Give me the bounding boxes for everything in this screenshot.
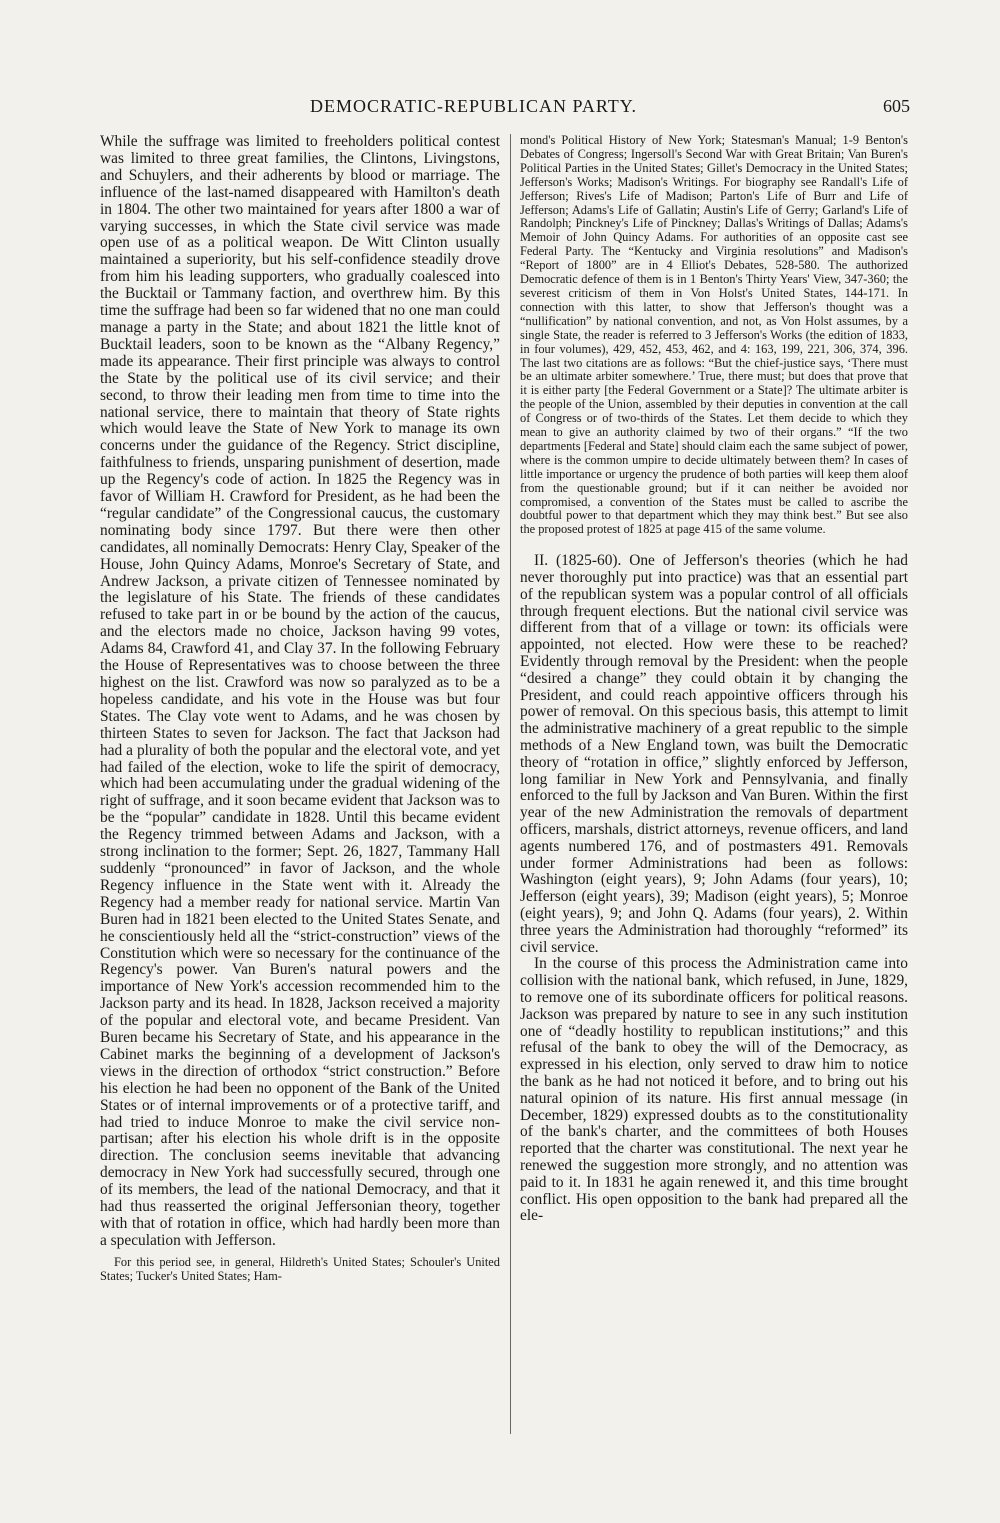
- bank-paragraph: In the course of this process the Administration came into collision with the national bank, which refused, in June, 1829, to remove one of its subordinate officers for political reasons. Jackson was prepared by nature to see in any such institution one of “deadly hostility to republican institutions;” and this refusal of the bank to obey the will of the Democracy, as expressed in his election, only served to draw him to notice the bank as he had not noticed it before, and to bring out his natural opinion of its nature. His first annual message (in December, 1829) expressed doubts as to the constitutionality of the bank's charter, and the committees of both Houses reported that the charter was constitutional. The next year he renewed the suggestion more strongly, and no attention was paid to it. In 1831 he again renewed it, and this time brought conflict. His open opposition to the bank had prepared all the ele-: [520, 955, 908, 1225]
- left-column: [100, 134, 500, 1284]
- bibliography-continued: mond's Political History of New York; Statesman's Manual; 1-9 Benton's Debates of Congress; Ingersoll's Second War with Great Britain; Van Buren's Political Parties in the United States; Gillet's Democracy in the United States; Jefferson's Works; Madison's Writings. For biography see Randall's Life of Jefferson; Rives's Life of Madison; Parton's Life of Burr and Life of Jefferson; Adams's Life of Gallatin; Austin's Life of Gerry; Garland's Life of Randolph; Pinckney's Life of Pinckney; Dallas's Writings of Dallas; Adams's Memoir of John Quincy Adams. For authorities of an opposite cast see Federal Party. The “Kentucky and Virginia resolutions” and Madison's “Report of 1800” are in 4 Elliot's Debates, 528-580. The authorized Democratic defence of them is in 1 Benton's Thirty Years' View, 347-360; the severest criticism of them in Von Holst's United States, 144-171. In connection with this latter, to show that Jefferson's thought was a “nullification” by national convention, and not, as Von Holst assumes, by a single State, the reader is referred to 3 Jefferson's Works (the edition of 1833, in four volumes), 429, 452, 453, 462, and 4: 163, 199, 221, 306, 374, 396. The last two citations are as follows: “But the chief-justice says, ‘There must be an ultimate arbiter somewhere.’ True, there must; but does that prove that it is either party [the Federal Government or a State]? The ultimate arbiter is the people of the Union, assembled by their deputies in convention at the call of Congress or of two-thirds of the States. Let them decide to which they mean to give an authority claimed by two of their organs.” “If the two departments [Federal and State] should claim each the same subject of power, where is the common umpire to decide ultimately between them? In cases of little importance or urgency the prudence of both parties will keep them aloof from the questionable ground; but if it can neither be avoided nor compromised, a convention of the States must be called to ascribe the doubtful power to that department which they may think best.” But see also the proposed protest of 1825 at page 415 of the same volume.: [520, 133, 908, 537]
- column-divider: [510, 134, 511, 1434]
- section-two-paragraph: II. (1825-60). One of Jefferson's theories (which he had never thoroughly put into practice) was that an essential part of the republican system was a popular control of all officials through frequent elections. But the national civil service was different from that of a village or town: its officials were appointed, not elected. How were these to be reached? Evidently through removal by the President: when the people “desired a change” they could obtain it by changing the President, and could reach appointive officers through his power of removal. On this specious basis, this attempt to limit the administrative machinery of a great republic to the simple methods of a New England town, was built the Democratic theory of “rotation in office,” slightly enforced by Jefferson, long familiar in New York and Pennsylvania, and finally enforced to the full by Jackson and Van Buren. Within the first year of the new Administration the removals of department officers, marshals, district attorneys, revenue officers, and land agents numbered 176, and of postmasters 491. Removals under former Administrations had been as follows: Washington (eight years), 9; John Adams (four years), 10; Jefferson (eight years), 39; Madison (eight years), 5; Monroe (eight years), 9; and John Q. Adams (four years), 2. Within three years the Administration had thoroughly “reformed” its civil service.: [520, 552, 908, 956]
- running-title: DEMOCRATIC-REPUBLICAN PARTY.: [310, 96, 637, 116]
- main-text-paragraph: While the suffrage was limited to freeholders political contest was limited to three great families, the Clintons, Livingstons, and Schuylers, and their adherents by blood or marriage. The influence of the last-named disappeared with Hamilton's death in 1804. The other two maintained for years after 1800 a war of varying successes, in which the State civil service was made open use of as a political weapon. De Witt Clinton usually maintained a superiority, but his self-confidence steadily drove from him his leading supporters, who gradually coalesced into the Bucktail or Tammany faction, and overthrew him. By this time the suffrage had been so far widened that no one man could manage a party in the State; and about 1821 the little knot of Bucktail leaders, soon to be known as the “Albany Regency,” made its appearance. Their first principle was always to control the State by the political use of its civil service; and their second, to throw their leading men from time to time into the national service, there to maintain that theory of State rights which would leave the State of New York to manage its own concerns under the guidance of the Regency. Strict discipline, faithfulness to friends, unsparing punishment of desertion, made up the Regency's code of action. In 1825 the Regency was in favor of William H. Crawford for President, as he had been the “regular candidate” of the Congressional caucus, the customary nominating body since 1797. But there were then other candidates, all nominally Democrats: Henry Clay, Speaker of the House, John Quincy Adams, Monroe's Secretary of State, and Andrew Jackson, a private citizen of Tennessee nominated by the legislature of his State. The friends of these candidates refused to take part in or be bound by the action of the caucus, and the electors made no choice, Jackson having 99 votes, Adams 84, Crawford 41, and Clay 37. In the following February the House of Representatives was to choose between the three highest on the list. Crawford was now so paralyzed as to be a hopeless candidate, and his vote in the House was but four States. The Clay vote went to Adams, and he was chosen by thirteen States to seven for Jackson. The fact that Jackson had had a plurality of both the popular and the electoral vote, and yet had failed of the election, woke to life the spirit of democracy, which had been accumulating under the gradual widening of the right of suffrage, and it soon became evident that Jackson was to be the “popular” candidate in 1828. Until this became evident the Regency trimmed between Adams and Jackson, with a strong inclination to the former; Sept. 26, 1827, Tammany Hall suddenly “pronounced” in favor of Jackson, and the whole Regency influence in the State went with it. Already the Regency had a member ready for national service. Martin Van Buren had in 1821 been elected to the United States Senate, and he conscientiously held all the “strict-construction” views of the Constitution which were so necessary for the continuance of the Regency's power. Van Buren's natural powers and the importance of New York's accession recommended him to the Jackson party and its head. In 1828, Jackson received a majority of the popular and electoral vote, and became President. Van Buren became his Secretary of State, and his appearance in the Cabinet marks the beginning of a development of Jackson's views in the direction of orthodox “strict construction.” Before his election he had been no opponent of the Bank of the United States or of internal improvements or of a protective tariff, and had tried to induce Monroe to make the civil service non-partisan; after his election his whole drift is in the opposite direction. The conclusion seems inevitable that advancing democracy in New York had successfully secured, through one of its members, the lead of the national Democracy, and that it had thus reasserted the original Jeffersonian theory, together with that of rotation in office, which had hardly been more than a speculation with Jefferson.: [100, 133, 500, 1249]
- right-column: [520, 134, 908, 1225]
- page-header: [0, 96, 1000, 122]
- bibliography-paragraph: For this period see, in general, Hildreth's United States; Schouler's United States; Tucker's United States; Ham-: [100, 1254, 500, 1283]
- page-number: 605: [883, 96, 910, 116]
- section-gap: [520, 537, 908, 553]
